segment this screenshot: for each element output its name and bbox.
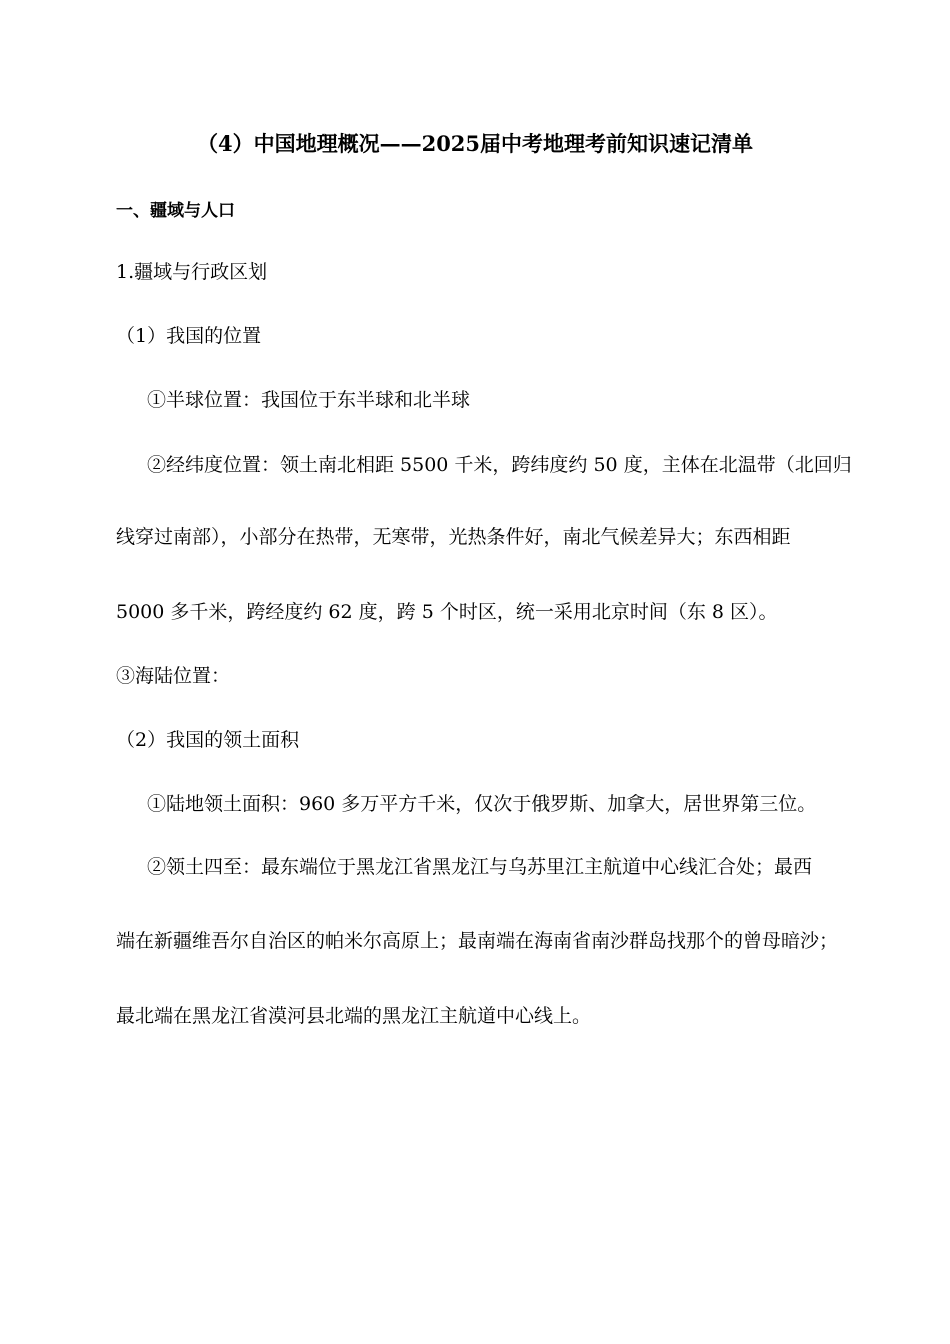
paragraph-latlon-line-2: 线穿过南部），小部分在热带，无寒带，光热条件好，南北气候差异大；东西相距 (116, 526, 791, 548)
paragraph-extremes-line-1: ②领土四至：最东端位于黑龙江省黑龙江与乌苏里江主航道中心线汇合处；最西 (147, 856, 813, 878)
subsection-heading: 1.疆域与行政区划 (116, 261, 268, 283)
item-heading-area: （2）我国的领土面积 (116, 729, 300, 751)
paragraph-hemisphere: ①半球位置：我国位于东半球和北半球 (147, 389, 471, 411)
paragraph-land-area: ①陆地领土面积：960 多万平方千米，仅次于俄罗斯、加拿大，居世界第三位。 (147, 793, 817, 815)
paragraph-extremes-line-2: 端在新疆维吾尔自治区的帕米尔高原上；最南端在海南省南沙群岛找那个的曾母暗沙； (116, 930, 839, 952)
item-heading-location: （1）我国的位置 (116, 325, 262, 347)
paragraph-latlon-line-3: 5000 多千米，跨经度约 62 度，跨 5 个时区，统一采用北京时间（东 8 区）。 (116, 601, 778, 623)
paragraph-extremes-line-3: 最北端在黑龙江省漠河县北端的黑龙江主航道中心线上。 (116, 1005, 592, 1027)
document-title: （4）中国地理概况——2025届中考地理考前知识速记清单 (196, 131, 754, 156)
paragraph-latlon-line-1: ②经纬度位置：领土南北相距 5500 千米，跨纬度约 50 度，主体在北温带（北回归 (147, 454, 852, 476)
paragraph-sea-land: ③海陆位置： (116, 665, 231, 687)
section-heading: 一、疆域与人口 (116, 201, 235, 221)
